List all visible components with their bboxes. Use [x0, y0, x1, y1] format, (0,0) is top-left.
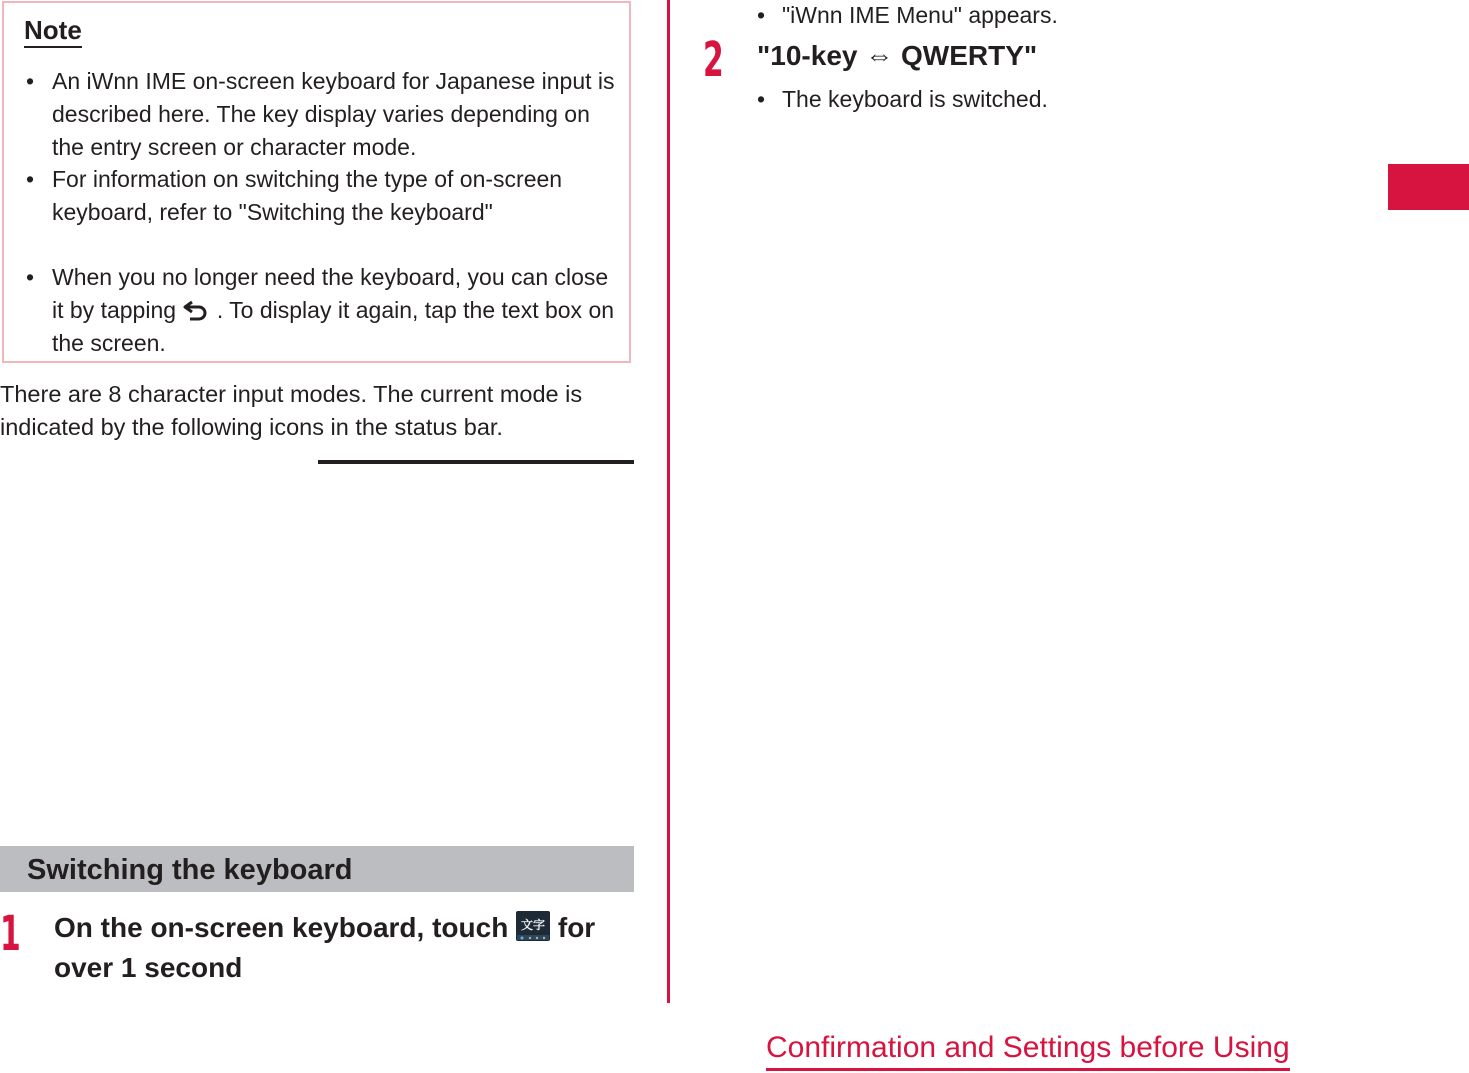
keyboard-mode-icon: [516, 911, 550, 941]
note-item-1: • An iWnn IME on-screen keyboard for Japanese input is described here. The key display varies depending on the entry screen or character mode.: [26, 65, 626, 164]
note-box: [2, 1, 631, 363]
step-2-text: "10-key ⇔ QWERTY": [757, 40, 1038, 71]
table-top-rule: [318, 460, 634, 464]
step-2-number: 2: [703, 32, 724, 88]
note-item-3-text-a: When you no longer need the keyboard, you can close it by tapping: [52, 264, 609, 323]
step-1-text-a: On the on-screen keyboard, touch: [54, 912, 509, 943]
step-1-text: [54, 908, 638, 988]
chapter-tab: [1388, 164, 1469, 210]
intro-paragraph: There are 8 character input modes. The current mode is indicated by the following icons in the status bar.: [0, 381, 583, 440]
note-item-3: [26, 261, 626, 360]
back-icon: [182, 298, 210, 322]
step-1-number: 1: [0, 906, 21, 962]
note-item-3-text-b: . To display it again, tap the text box on the screen.: [52, 297, 615, 356]
note-title: Note: [24, 16, 82, 48]
note-item-2: • For information on switching the type of on-screen keyboard, refer to "Switching the keyboard": [26, 163, 626, 229]
column-divider: [667, 0, 670, 1003]
right-bullet-2: • The keyboard is switched.: [757, 84, 1317, 114]
section-heading: [0, 846, 634, 892]
svg-text:文字: 文字: [521, 918, 546, 932]
step-1-text-b: for over 1 second: [54, 912, 596, 983]
right-bullet-1: • "iWnn IME Menu" appears.: [757, 0, 1317, 30]
chapter-footer: Confirmation and Settings before Using: [766, 1030, 1290, 1071]
section-title: Switching the keyboard: [27, 854, 353, 886]
